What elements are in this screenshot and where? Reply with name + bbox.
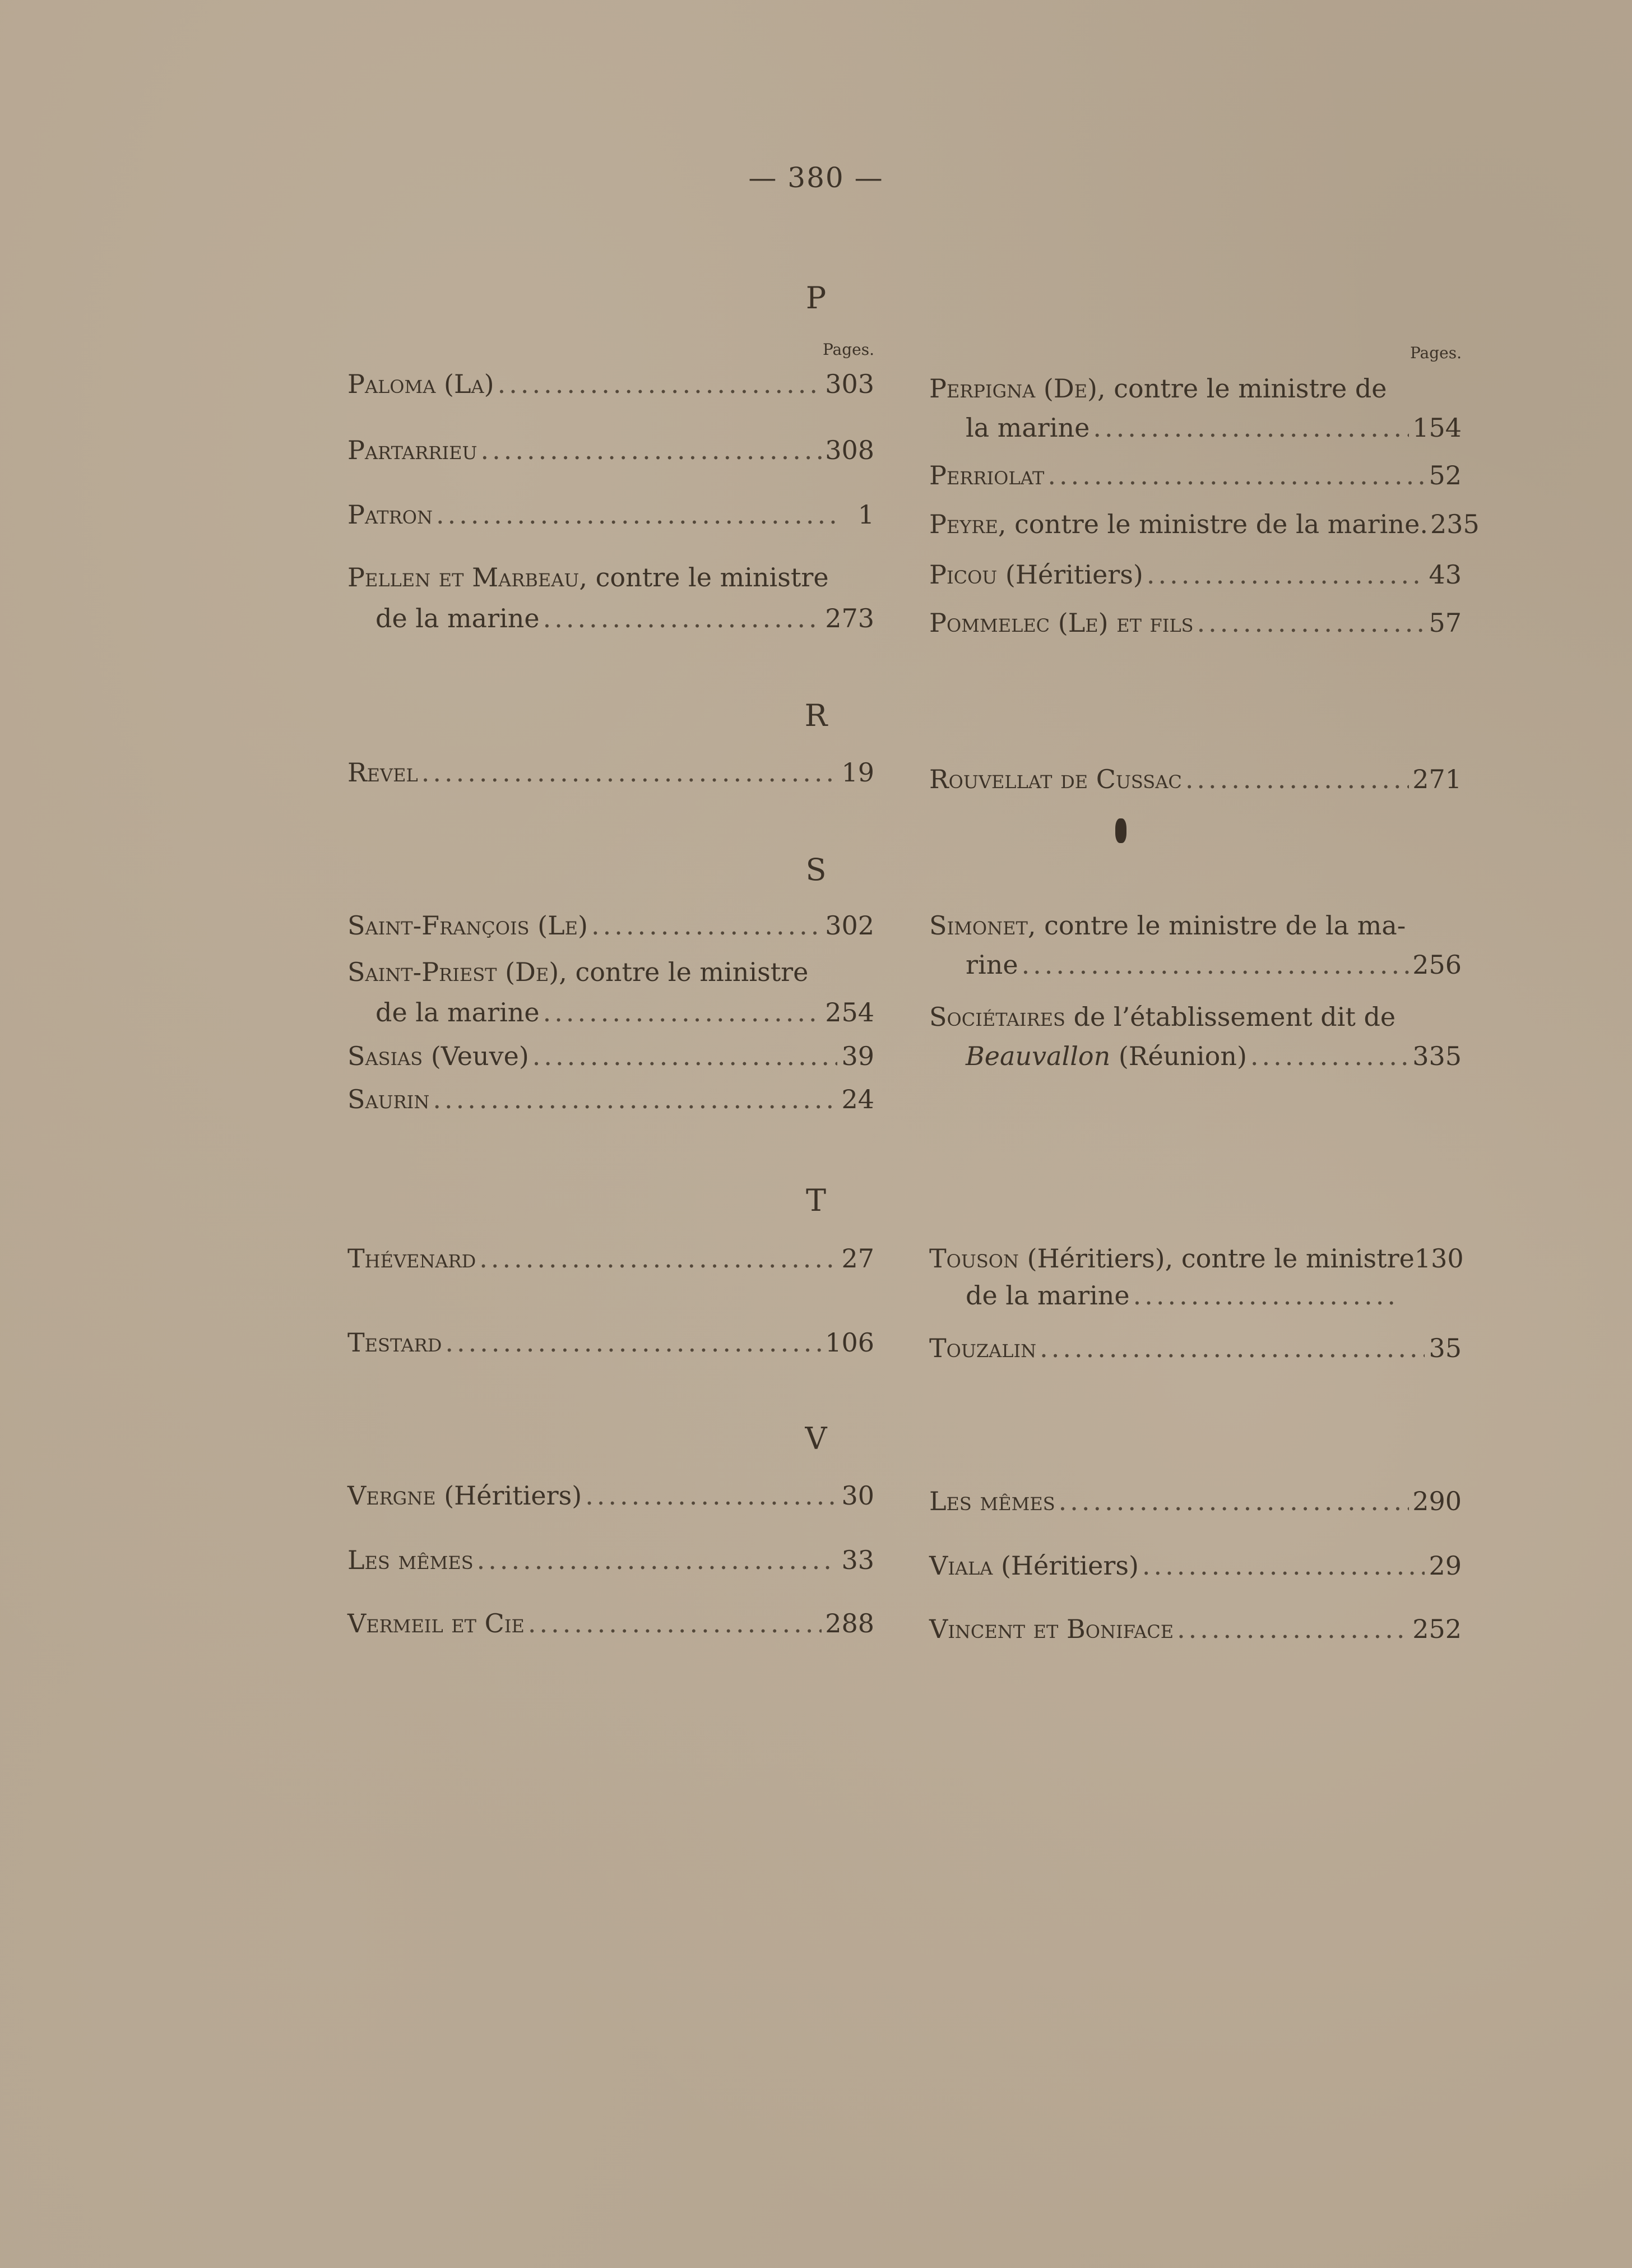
section-letter-s: S [805, 852, 827, 887]
index-entry-first-line [347, 959, 808, 985]
entry-page: 256 [1412, 950, 1462, 980]
entry-name: Vermeil et Cie [347, 1608, 525, 1638]
index-entry [929, 1550, 1462, 1581]
entry-page: 254 [825, 997, 874, 1027]
index-entry-first-line [347, 562, 829, 593]
entry-page: 52 [1429, 460, 1462, 490]
page-number-header: — 380 — [748, 161, 884, 194]
index-entry-first-line [929, 373, 1387, 404]
entry-page: 303 [825, 369, 874, 399]
entry-page: 273 [825, 603, 874, 633]
entry-name: Perpigna (De) [929, 373, 1098, 404]
pages-label-right: Pages. [1410, 344, 1462, 362]
entry-name: Sociétaires [929, 1002, 1065, 1032]
entry-name: Les mêmes [929, 1486, 1055, 1516]
column-right-r [929, 766, 1462, 800]
ink-blot [1115, 818, 1126, 843]
entry-place-name: Beauvallon [966, 1041, 1111, 1071]
entry-description: (Veuve) [423, 1041, 529, 1071]
column-left-v [347, 1480, 874, 1645]
entry-page: 252 [1412, 1614, 1462, 1644]
entry-description: , contre le ministre de la marine. [998, 509, 1428, 539]
index-entry [929, 509, 1480, 539]
column-left-r [347, 757, 874, 793]
entry-continuation: de la marine [375, 603, 540, 633]
entry-continuation: de la marine [966, 1280, 1130, 1311]
entry-name: Peyre [929, 509, 998, 539]
index-entry [966, 415, 1462, 441]
index-entry [929, 1616, 1462, 1642]
entry-name: Vincent et Boniface [929, 1614, 1174, 1644]
entry-name: Partarrieu [347, 435, 477, 465]
entry-name: Thévenard [347, 1243, 476, 1274]
index-entry [347, 1043, 874, 1069]
index-entry [347, 1086, 874, 1112]
entry-description: , contre le ministre de [1097, 373, 1387, 404]
entry-page: 24 [841, 1084, 874, 1114]
entry-name: Saint-Priest (De) [347, 957, 559, 987]
entry-name: Saint-François (Le) [347, 910, 588, 941]
entry-description: de l’établissement dit de [1065, 1002, 1396, 1032]
entry-description: (Héritiers) [993, 1550, 1139, 1581]
index-entry [347, 1547, 874, 1573]
entry-name: Rouvellat de Cussac [929, 764, 1182, 794]
entry-description: (Héritiers) [435, 1480, 582, 1511]
entry-continuation: (Réunion) [1110, 1041, 1247, 1071]
index-entry [347, 437, 874, 463]
column-left-t [347, 1243, 874, 1369]
entry-page: 35 [1429, 1333, 1462, 1363]
column-right-s [929, 910, 1462, 1081]
entry-continuation: de la marine [375, 997, 540, 1027]
section-letter-p: P [805, 280, 827, 316]
entry-description: (Héritiers) [997, 559, 1143, 590]
entry-page: 335 [1412, 1041, 1462, 1071]
column-right-v [929, 1488, 1462, 1651]
index-entry [347, 1480, 874, 1511]
entry-page: 290 [1412, 1486, 1462, 1516]
entry-name: Sasias [347, 1041, 423, 1071]
section-letter-t: T [805, 1183, 827, 1218]
entry-page: 57 [1429, 608, 1462, 638]
entry-page: 29 [1429, 1550, 1462, 1581]
section-letter-r: R [804, 698, 828, 733]
entry-page: 302 [825, 910, 874, 941]
index-entry [929, 1335, 1462, 1361]
entry-name: Picou [929, 559, 998, 590]
entry-description: , contre le ministre [559, 957, 809, 987]
index-entry [929, 766, 1462, 792]
index-entry [347, 1610, 874, 1636]
entry-name: Revel [347, 757, 418, 788]
entry-name: Vergne [347, 1480, 436, 1511]
index-entry [375, 605, 874, 631]
entry-name: Pellen et Marbeau [347, 562, 579, 593]
index-entry [347, 757, 874, 788]
entry-page: 235 [1430, 509, 1480, 539]
index-entry [929, 610, 1462, 636]
index-entry [966, 1043, 1462, 1069]
index-entry [966, 952, 1462, 978]
index-entry [929, 462, 1462, 488]
entry-description: (Héritiers), contre le ministre [1019, 1243, 1415, 1274]
entry-continuation: la marine [966, 413, 1090, 443]
pages-label-left: Pages. [822, 340, 874, 359]
section-letter-v: V [805, 1421, 827, 1456]
entry-name: Simonet [929, 910, 1028, 941]
entry-page: 33 [841, 1545, 874, 1575]
entry-page: 1 [857, 499, 874, 530]
entry-continuation: rine [966, 950, 1018, 980]
index-entry [347, 1243, 874, 1274]
index-entry-continuation [966, 1280, 1400, 1311]
entry-name: Paloma (La) [347, 369, 494, 399]
index-entry-first-line [929, 1004, 1395, 1030]
entry-page: 130 [1414, 1243, 1464, 1274]
index-entry [347, 499, 874, 530]
index-entry [347, 1327, 874, 1358]
entry-page: 27 [841, 1243, 874, 1274]
entry-page: 106 [825, 1327, 874, 1358]
index-entry [347, 371, 874, 397]
column-left-s [347, 910, 874, 1126]
entry-name: Touzalin [929, 1333, 1037, 1363]
entry-name: Patron [347, 499, 433, 530]
entry-page: 39 [841, 1041, 874, 1071]
index-entry [929, 1488, 1462, 1514]
entry-page: 19 [841, 757, 874, 788]
entry-name: Viala [929, 1550, 993, 1581]
entry-name: Pommelec (Le) et fils [929, 608, 1194, 638]
entry-page: 30 [841, 1480, 874, 1511]
entry-description: , contre le ministre de la ma- [1027, 910, 1406, 941]
entry-name: Saurin [347, 1084, 430, 1114]
entry-page: 308 [825, 435, 874, 465]
entry-page: 43 [1429, 559, 1462, 590]
entry-name: Les mêmes [347, 1545, 474, 1575]
entry-page: 288 [825, 1608, 874, 1638]
entry-name: Perriolat [929, 460, 1045, 490]
entry-name: Touson [929, 1243, 1019, 1274]
column-left-p [347, 342, 874, 656]
column-right-t [929, 1243, 1464, 1369]
entry-description: , contre le ministre [579, 562, 829, 593]
index-entry-first-line [929, 910, 1406, 941]
entry-page: 271 [1412, 764, 1462, 794]
index-entry [929, 1243, 1464, 1274]
column-right-p [929, 342, 1480, 656]
entry-page: 154 [1412, 413, 1462, 443]
entry-name: Testard [347, 1327, 442, 1358]
index-entry [347, 910, 874, 941]
index-entry [929, 559, 1462, 590]
index-entry [375, 999, 874, 1025]
